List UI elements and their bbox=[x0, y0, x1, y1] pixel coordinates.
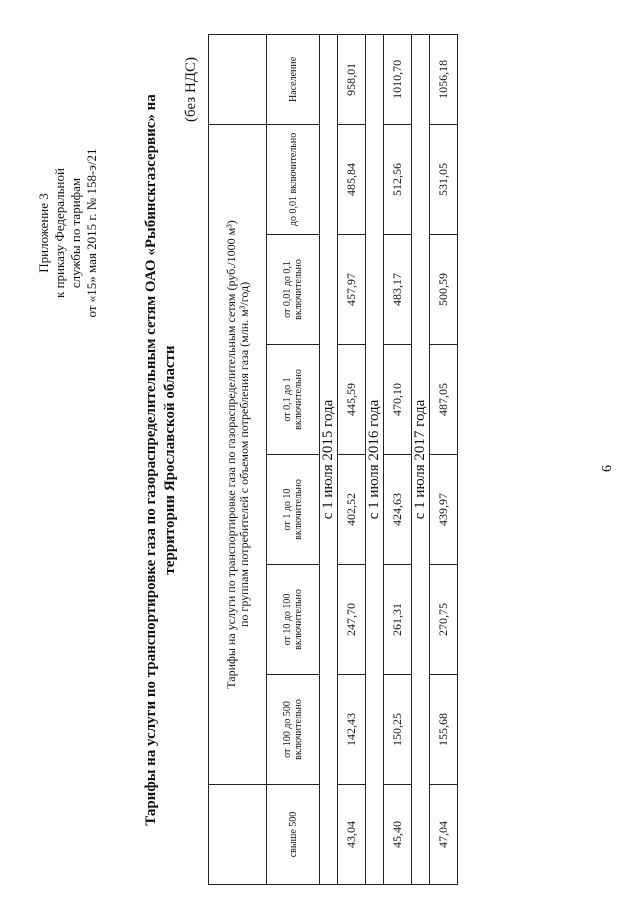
table-cell: 45,40 bbox=[384, 785, 412, 885]
period-label: с 1 июля 2015 года bbox=[320, 34, 338, 884]
appendix-line-2: к приказу Федеральной bbox=[52, 168, 67, 298]
tariff-table bbox=[208, 34, 458, 885]
appendix-line-3: службы по тарифам bbox=[68, 177, 83, 289]
table-row bbox=[384, 34, 412, 884]
table-cell: 247,70 bbox=[338, 565, 366, 675]
table-cell: 470,10 bbox=[384, 345, 412, 455]
period-label: с 1 июля 2016 года bbox=[366, 34, 384, 884]
table-row bbox=[338, 34, 366, 884]
table-cell: 483,17 bbox=[384, 235, 412, 345]
period-row bbox=[320, 34, 338, 884]
column-header: от 100 до 500 включительно bbox=[267, 675, 320, 785]
table-cell: 1056,18 bbox=[430, 34, 458, 124]
table-cell: 43,04 bbox=[338, 785, 366, 885]
table-cell: 445,59 bbox=[338, 345, 366, 455]
table-caption bbox=[209, 124, 267, 784]
table-cell: 270,75 bbox=[430, 565, 458, 675]
appendix-line-4: от «15» мая 2015 г. № 158-э/21 bbox=[84, 148, 99, 318]
column-header: свыше 500 bbox=[267, 785, 320, 885]
table-cell: 47,04 bbox=[430, 785, 458, 885]
caption-line-2: по группам потребителей с объемом потребления газа (млн. м³/год) bbox=[236, 281, 251, 627]
column-header: до 0,01 включительно bbox=[267, 124, 320, 234]
tariff-table-wrapper bbox=[208, 35, 450, 885]
vat-note: (без НДС) bbox=[183, 56, 199, 122]
table-cell: 439,97 bbox=[430, 455, 458, 565]
period-row bbox=[366, 34, 384, 884]
table-cell: 958,01 bbox=[338, 34, 366, 124]
caption-row bbox=[209, 34, 267, 884]
table-cell: 402,52 bbox=[338, 455, 366, 565]
column-header: от 0,01 до 0,1 включительно bbox=[267, 235, 320, 345]
table-cell: 1010,70 bbox=[384, 34, 412, 124]
appendix-header bbox=[36, 148, 100, 318]
table-cell: 155,68 bbox=[430, 675, 458, 785]
table-cell: 487,05 bbox=[430, 345, 458, 455]
table-cell: 150,25 bbox=[384, 675, 412, 785]
table-cell: 500,59 bbox=[430, 235, 458, 345]
table-cell: 457,97 bbox=[338, 235, 366, 345]
document-title bbox=[142, 80, 180, 840]
appendix-line-1: Приложение 3 bbox=[36, 193, 51, 273]
column-header-row bbox=[267, 34, 320, 884]
title-line-1: Тарифы на услуги по транспортировке газа по газораспределительным сетям ОАО «Рыбинскгазсервис» на bbox=[143, 94, 159, 826]
table-cell: 142,43 bbox=[338, 675, 366, 785]
column-header: от 0,1 до 1 включительно bbox=[267, 345, 320, 455]
table-row bbox=[430, 34, 458, 884]
table-cell: 424,63 bbox=[384, 455, 412, 565]
column-header: от 10 до 100 включительно bbox=[267, 565, 320, 675]
period-row bbox=[412, 34, 430, 884]
period-label: с 1 июля 2017 года bbox=[412, 34, 430, 884]
title-line-2: территории Ярославской области bbox=[162, 345, 178, 575]
caption-line-1: Тарифы на услуги по транспортировке газа по газораспределительным сетям (руб./1000 м³) bbox=[223, 220, 238, 689]
table-cell: 261,31 bbox=[384, 565, 412, 675]
column-header: от 1 до 10 включительно bbox=[267, 455, 320, 565]
column-header: Население bbox=[267, 34, 320, 124]
table-cell: 485,84 bbox=[338, 124, 366, 234]
table-cell: 512,56 bbox=[384, 124, 412, 234]
page-number: 6 bbox=[600, 465, 615, 472]
table-cell: 531,05 bbox=[430, 124, 458, 234]
